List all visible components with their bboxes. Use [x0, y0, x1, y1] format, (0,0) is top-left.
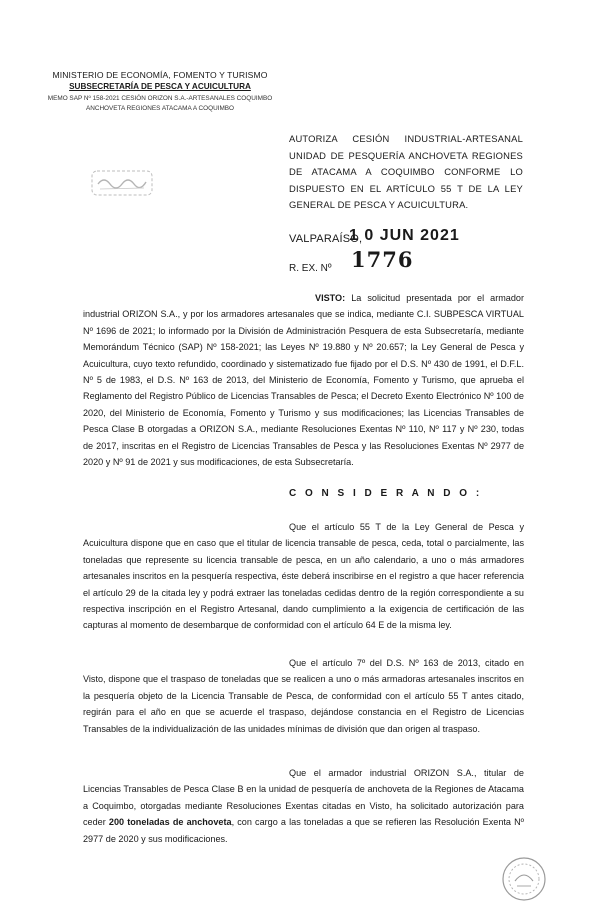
visto-text: La solicitud presentada por el armador industrial ORIZON S.A., y por los armadores artesanales que se indica, mediante C.I. SUBPESCA VIRTUAL Nº 1696 de 2021; lo informado por la División de Administración Pesquera de esta Subsecretaría, mediante Memorándum Técnico (SAP) Nº 158-2021; las Leyes Nº 19.880 y Nº 20.657; la Ley General de Pesca y Acuicultura, cuyo texto refundido, coordinado y sistematizado fue fijado por el D.S. Nº 430 de 1991, el D.F.L. Nº 5 de 1983, el D.S. Nº 163 de 2013, del Ministerio de Economía, Fomento y Turismo, que aprueba el Reglamento del Registro Público de Licencias Transables de Pesca; el Decreto Exento Electrónico Nº 100 de 2020, del Ministerio de Economía, Fomento y Turismo y sus modificaciones; las Licencias Transables de Pesca Clase B otorgadas a ORIZON S.A., mediante Resoluciones Exentas Nº 110, Nº 117 y Nº 230, todas de 2017, inscritas en el Registro de Licencias Transables de Pesca y las Resoluciones Exentas Nº 2977 de 2020 y Nº 91 de 2021 y sus modificaciones, de esta Subsecretaría.: [83, 293, 524, 468]
ministry-name: MINISTERIO DE ECONOMÍA, FOMENTO Y TURISMO: [52, 70, 268, 80]
c3-text-b: , con cargo a las toneladas a que se refieren las Resolución Exenta Nº 2977 de 2020 y sus modificaciones.: [83, 817, 524, 844]
considerando-paragraph-3: [83, 765, 524, 847]
resolution-title: AUTORIZA CESIÓN INDUSTRIAL-ARTESANAL UNIDAD DE PESQUERÍA ANCHOVETA REGIONES DE ATACAMA A COQUIMBO CONFORME LO DISPUESTO EN EL ARTÍCULO 55 T DE LA LEY GENERAL DE PESCA Y ACUICULTURA.: [289, 133, 523, 211]
subsecretaria-name: SUBSECRETARÍA DE PESCA Y ACUICULTURA: [69, 82, 251, 91]
letterhead: [20, 70, 300, 114]
c3-text-a: Que el armador industrial ORIZON S.A., titular de Licencias Transables de Pesca Clase B en la unidad de pesquería de anchoveta de la Regiones de Atacama a Coquimbo, otorgadas mediante Resoluciones Exentas citadas en Visto, ha solicitado autorización para ceder: [83, 768, 524, 828]
faded-stamp-icon: [90, 168, 154, 198]
rex-number: 1776: [351, 247, 414, 272]
seal-stamp-icon: [497, 855, 551, 903]
memo-reference-line-2: ANCHOVETA REGIONES ATACAMA A COQUIMBO: [85, 105, 235, 112]
c3-bold-quantity: 200 toneladas de anchoveta: [108, 817, 232, 828]
place-and-date: [289, 227, 460, 246]
considerando-paragraph-1: Que el artículo 55 T de la Ley General de Pesca y Acuicultura dispone que en caso que el titular de licencia transable de pesca, ceda, total o parcialmente, las toneladas que represente su licencia transable de pesca, en un año calendario, a uno o más armadores artesanales inscritos en la pesquería respectiva, éste deberá inscribirse en el registro a que hacer referencia el artículo 29 de la citada ley y podrá extraer las toneladas cedidas dentro de la región correspondiente a su respectiva inscripción en el Registro Artesanal, dando cumplimiento a la exigencia de certificación de las capturas al momento de desembarque de conformidad con el artículo 64 E de la misma ley.: [83, 522, 524, 631]
place-label: VALPARAÍSO,: [289, 233, 363, 245]
rex-label: R. EX. Nº: [289, 263, 332, 274]
considerando-heading: C O N S I D E R A N D O :: [289, 488, 483, 499]
visto-paragraph: [83, 290, 524, 470]
memo-reference-line-1: MEMO SAP Nº 158-2021 CESIÓN ORIZON S.A.-ARTESANALES COQUIMBO: [47, 95, 273, 102]
date-stamp: 1 0 JUN 2021: [349, 227, 460, 244]
visto-label: VISTO:: [315, 293, 346, 303]
resolution-number-line: [289, 247, 414, 276]
considerando-paragraph-2: Que el artículo 7º del D.S. Nº 163 de 2013, citado en Visto, dispone que el traspaso de toneladas que se realicen a uno o más armadoras artesanales inscritos en la pesquería objeto de la Licencia Transable de Pesca, de conformidad con el artículo 55 T antes citado, regirán para el año en que se acuerde el traspaso, dejándose constancia en el Registro de Licencias Transables de la individualización de las unidades mínimas de división que dan origen al traspaso.: [83, 658, 524, 734]
